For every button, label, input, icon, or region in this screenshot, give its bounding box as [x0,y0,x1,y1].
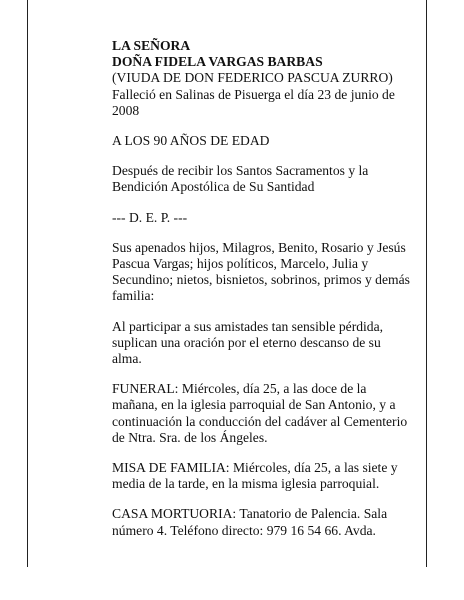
sacraments-line: Después de recibir los Santos Sacramentos y la Bendición Apostólica de Su Santidad [112,163,369,195]
notice-title: LA SEÑORA [112,38,191,53]
family-paragraph: Sus apenados hijos, Milagros, Benito, Rosario y Jesús Pascua Vargas; hijos políticos, Marcelo, Julia y Secundino; nietos, bisnietos, sobrinos, primos y demás familia: [112,239,410,304]
widow-of-line: (VIUDA DE DON FEDERICO PASCUA ZURRO) [112,70,393,86]
family-mass-paragraph: MISA DE FAMILIA: Miércoles, día 25, a las siete y media de la tarde, en la misma iglesia parroquial. [112,460,398,492]
death-details: Falleció en Salinas de Pisuerga el día 23 de junio de 2008 [112,86,395,118]
request-paragraph: Al participar a sus amistades tan sensible pérdida, suplican una oración por el eterno descanso de su alma. [112,318,384,367]
age-line: A LOS 90 AÑOS DE EDAD [112,133,270,149]
funeral-paragraph: FUNERAL: Miércoles, día 25, a las doce de la mañana, en la iglesia parroquial de San Antonio, y a continuación la conducción del cadáver al Cementerio de Ntra. Sra. de los Ángeles. [112,381,408,445]
obituary-notice [112,38,412,539]
deceased-name: DOÑA FIDELA VARGAS BARBAS [112,54,323,70]
funeral-home-paragraph: CASA MORTUORIA: Tanatorio de Palencia. Sala número 4. Teléfono directo: 979 16 54 66. Avda. [112,506,388,538]
rip-line: --- D. E. P. --- [112,209,188,225]
